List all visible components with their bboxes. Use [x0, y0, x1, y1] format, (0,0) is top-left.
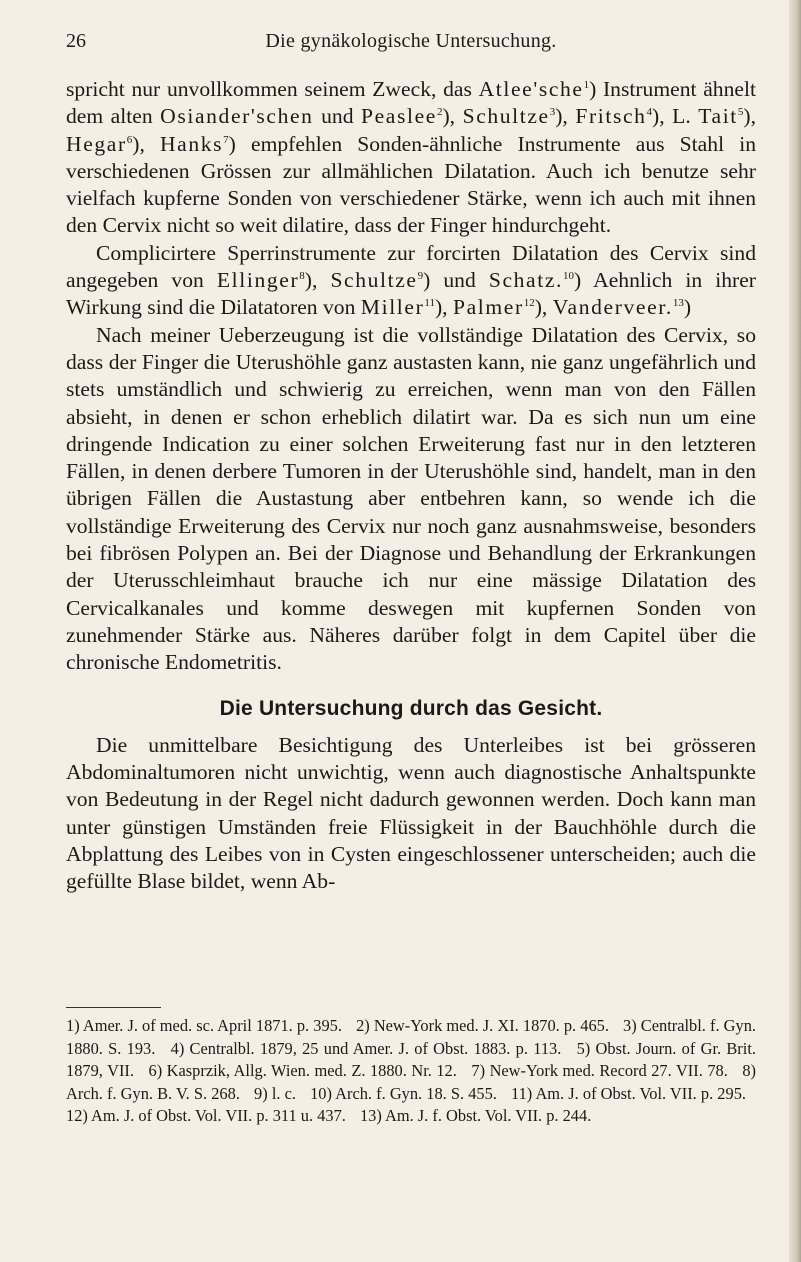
author-name: Hegar: [66, 131, 127, 156]
text-run: ),: [434, 295, 453, 320]
text-run: ),: [304, 268, 331, 293]
author-name: Schultze: [462, 104, 550, 129]
footnote-ref: 6: [126, 133, 133, 146]
author-name: Hanks: [159, 131, 224, 156]
text-run: ): [683, 295, 692, 320]
text-run: ),: [442, 104, 463, 129]
footnote: 10) Arch. f. Gyn. 18. S. 455.: [310, 1083, 497, 1103]
footnote-ref: 5: [737, 106, 744, 119]
footnote: 3) Centralbl. f. Gyn. 1880. S. 193.: [66, 1016, 756, 1058]
text-run: ),: [743, 104, 756, 129]
author-name: Atlee'sche: [478, 77, 584, 101]
section-heading: Die Untersuchung durch das Gesicht.: [219, 696, 603, 720]
footnote: 7) New-York med. Record 27. VII. 78.: [471, 1061, 728, 1081]
paragraph-1: [66, 76, 756, 240]
footnote-ref: 2: [436, 106, 443, 119]
footnote-ref: 12: [523, 297, 535, 310]
footnote: 12) Am. J. of Obst. Vol. VII. p. 311 u. 437.: [66, 1106, 346, 1126]
paragraph-2: [66, 240, 756, 322]
footnote: 6) Kasprzik, Allg. Wien. med. Z. 1880. Nr. 12.: [148, 1061, 457, 1081]
text-run: ),: [534, 295, 553, 320]
footnote-divider: [66, 1007, 161, 1008]
footnote: 11) Am. J. of Obst. Vol. VII. p. 295.: [511, 1083, 746, 1103]
paragraph-4: Die unmittelbare Besichtigung des Unterleibes ist bei grösseren Abdominaltumoren nicht unwichtig, wenn auch diagnostische Anhaltspunkte von Bedeutung in der Regel nicht dadurch gewonnen werden. Doch kann man unter günstigen Umständen freie Flüssigkeit in der Bauchhöhle durch die Abplattung des Leibes von in Cysten eingeschlossener unterscheiden; auch die gefüllte Blase bildet, wenn Ab-: [66, 732, 756, 894]
paragraph-3: Nach meiner Ueberzeugung ist die vollständige Dilatation des Cervix, so dass der Finger die Uterushöhle ganz austasten kann, nie ganz ungefährlich und stets umständlich und schwierig zu erreichen, wenn man von den Fällen absieht, in denen er schon erheblich dilatirt war. Da es sich nun um eine dringende Indication zu einer solchen Erweiterung fast nur in den letzteren Fällen, in denen derbere Tumoren in der Uterushöhle sind, handelt, man in den übrigen Fällen die Austastung aber entbehren kann, so wende ich die vollständige Erweiterung des Cervix nur noch ganz ausnahmsweise, besonders bei fibrösen Polypen an. Bei der Diagnose und Behandlung der Erkrankungen der Uterusschleimhaut brauche ich nur eine mässige Dilatation des Cervicalkanales und komme deswegen mit kupfernen Sonden von zunehmender Stärke aus. Näheres darüber folgt in dem Capitel über die chronische Endometritis.: [66, 322, 756, 675]
footnote: 1) Amer. J. of med. sc. April 1871. p. 395.: [66, 1016, 342, 1035]
text-run: ) empfehlen Sonden-ähnliche Instrumente aus Stahl in verschiedenen Grössen zur allmählichen Dilatation. Auch ich benutze sehr vielfach kupferne Sonden von verschiedener Stärke, wenn ich auch mit ihnen den Cervix nicht so weit dilatire, dass der Finger hindurchgeht.: [66, 131, 756, 238]
footnote-ref: 11: [424, 297, 435, 310]
running-header: [66, 30, 756, 60]
footnote-ref: 10: [563, 269, 575, 282]
footnote: 4) Centralbl. 1879, 25 und Amer. J. of Obst. 1883. p. 113.: [170, 1038, 562, 1058]
footnote: 5) Obst. Journ. of Gr. Brit. 1879, VII.: [66, 1038, 756, 1081]
text-run: ) Instrument ähnelt dem alten: [66, 77, 756, 129]
author-name: Miller: [360, 295, 425, 320]
footnote: 8) Arch. f. Gyn. B. V. S. 268.: [66, 1061, 756, 1103]
page-edge-shadow: [789, 0, 801, 1262]
footnotes: [66, 1015, 756, 1128]
author-name: Tait: [698, 104, 738, 129]
page-number: 26: [66, 30, 86, 52]
text-run: spricht nur unvollkommen seinem Zweck, das: [66, 77, 479, 101]
footnote-ref: 7: [223, 133, 229, 146]
running-title: Die gynäkologische Untersuchung.: [265, 30, 557, 52]
footnote-ref: 1: [583, 78, 590, 91]
text-run: Complicirtere Sperrinstrumente zur forcirten Dilatation des Cervix sind angegeben von: [66, 240, 756, 293]
text-run: ),: [132, 131, 160, 156]
author-name: Ellinger: [216, 268, 300, 293]
footnote-ref: 13: [672, 297, 684, 310]
footnote: 2) New-York med. J. XI. 1870. p. 465.: [356, 1016, 609, 1035]
text-run: ),: [555, 104, 576, 129]
footnote-ref: 4: [646, 106, 653, 119]
footnote: 13) Am. J. f. Obst. Vol. VII. p. 244.: [359, 1106, 592, 1126]
text-run: ) und: [423, 268, 489, 293]
footnote: 9) l. c.: [254, 1083, 296, 1103]
author-name: Vanderveer.: [552, 295, 673, 320]
footnote-ref: 8: [299, 269, 305, 282]
author-name: Palmer: [452, 295, 524, 320]
text-run: ) Aehnlich in ihrer Wirkung sind die Dilatatoren von: [66, 268, 756, 320]
author-name: Schultze: [330, 268, 418, 293]
author-name: Osiander'schen: [160, 104, 314, 129]
text-run: ), L.: [652, 104, 699, 129]
author-name: Schatz.: [488, 268, 564, 293]
footnote-ref: 9: [417, 269, 424, 282]
author-name: Fritsch: [575, 104, 647, 129]
footnote-ref: 3: [549, 106, 556, 119]
author-name: Peaslee: [361, 104, 437, 129]
main-text: [66, 76, 756, 896]
text-run: und: [313, 104, 362, 129]
